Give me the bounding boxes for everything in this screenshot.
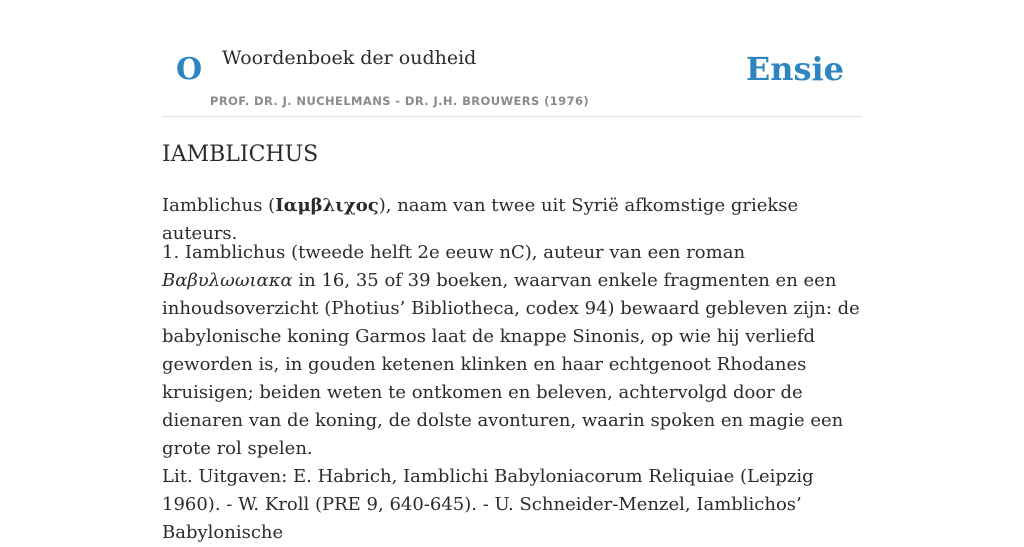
entry-literature: Lit. Uitgaven: E. Habrich, Iamblichi Babyloniacorum Reliquiae (Leipzig 1960). - W. Kroll (PRE 9, 640-645). - U. Schneider-Menzel, Iamblichos’ Babylonische — [162, 466, 814, 543]
entry-section-1 — [162, 239, 862, 463]
entry-title: IAMBLICHUS — [162, 142, 319, 167]
book-letter-link[interactable]: O — [176, 52, 203, 87]
section1-text-after: in 16, 35 of 39 boeken, waarvan enkele fragmenten en een inhoudsoverzicht (Photius’ Bibliotheca, codex 94) bewaard gebleven zijn: de babylonische koning Garmos laat de knappe Sinonis, op wie hij verliefd geworden is, in gouden ketenen klinken en haar echtgenoot Rhodanes kruisigen; beiden weten te ontkomen en beleven, achtervolgd door de dienaren van de koning, de dolste avonturen, waarin spoken en magie een grote rol spelen. — [162, 270, 860, 459]
section1-text-before: 1. Iamblichus (tweede helft 2e eeuw nC), auteur van een roman — [162, 242, 746, 263]
intro-greek-name: Ιαμβλιχος — [275, 195, 379, 216]
book-authors: PROF. DR. J. NUCHELMANS - DR. J.H. BROUWERS (1976) — [210, 94, 590, 108]
header — [162, 0, 862, 117]
section1-greek-title: Βαβυλωωιακα — [162, 270, 293, 291]
page — [162, 0, 862, 543]
intro-text-after: ), naam van twee uit Syrië afkomstige griekse auteurs. — [162, 195, 799, 244]
brand-logo[interactable]: Ensie — [745, 50, 844, 88]
book-title[interactable]: Woordenboek der oudheid — [222, 47, 477, 69]
intro-text-before: Iamblichus ( — [162, 195, 276, 216]
